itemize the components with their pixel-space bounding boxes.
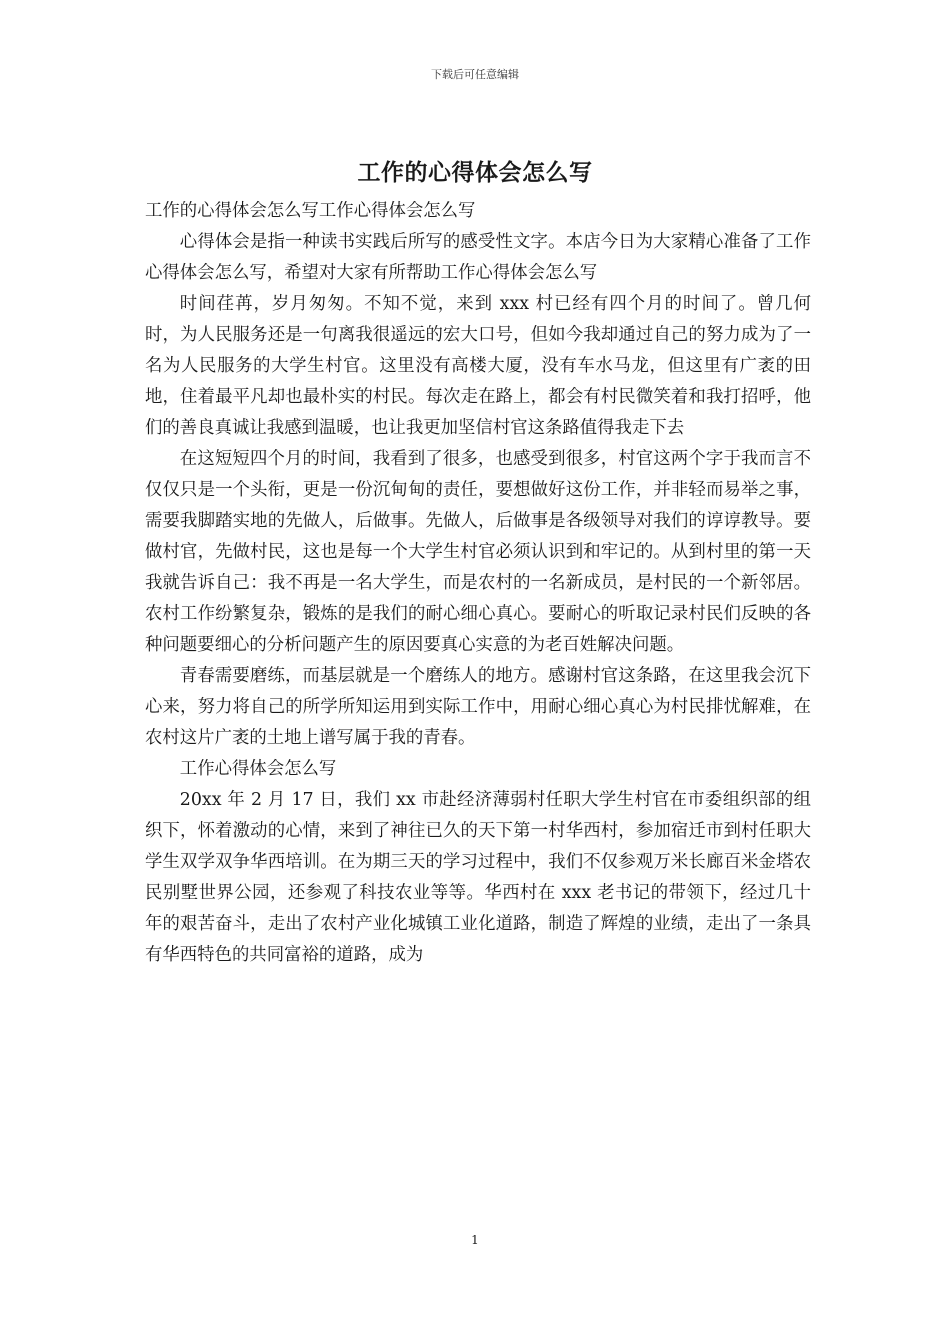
body-paragraph: 心得体会是指一种读书实践后所写的感受性文字。本店今日为大家精心准备了工作心得体会怎么写，希望对大家有所帮助工作心得体会怎么写 xyxy=(145,232,811,283)
body-paragraph: 青春需要磨练，而基层就是一个磨练人的地方。感谢村官这条路，在这里我会沉下心来，努力将自己的所学所知运用到实际工作中，用耐心细心真心为村民排忧解难，在农村这片广袤的土地上谱写属于我的青春。 xyxy=(145,666,811,748)
page-header-note: 下载后可任意编辑 xyxy=(431,68,519,81)
body-paragraph: 在这短短四个月的时间，我看到了很多，也感受到很多，村官这两个字于我而言不仅仅只是一个头衔，更是一份沉甸甸的责任，要想做好这份工作，并非轻而易举之事，需要我脚踏实地的先做人，后做事。先做人，后做事是各级领导对我们的谆谆教导。要做村官，先做村民，这也是每一个大学生村官必须认识到和牢记的。从到村里的第一天我就告诉自己：我不再是一名大学生，而是农村的一名新成员，是村民的一个新邻居。农村工作纷繁复杂，锻炼的是我们的耐心细心真心。要耐心的听取记录村民们反映的各种问题要细心的分析问题产生的原因要真心实意的为老百姓解决问题。 xyxy=(145,449,811,655)
subtitle-paragraph: 工作的心得体会怎么写工作心得体会怎么写 xyxy=(145,201,476,221)
document-title: 工作的心得体会怎么写 xyxy=(357,159,593,186)
page-number: 1 xyxy=(471,1233,479,1247)
body-paragraph: 时间荏苒，岁月匆匆。不知不觉，来到 xxx 村已经有四个月的时间了。曾几何时，为人民服务还是一句离我很遥远的宏大口号，但如今我却通过自己的努力成为了一名为人民服务的大学生村官。这里没有高楼大厦，没有车水马龙，但这里有广袤的田地，住着最平凡却也最朴实的村民。每次走在路上，都会有村民微笑着和我打招呼，他们的善良真诚让我感到温暖，也让我更加坚信村官这条路值得我走下去 xyxy=(145,294,811,438)
section-heading: 工作心得体会怎么写 xyxy=(179,759,337,779)
body-paragraph: 20xx 年 2 月 17 日，我们 xx 市赴经济薄弱村任职大学生村官在市委组织部的组织下，怀着激动的心情，来到了神往已久的天下第一村华西村，参加宿迁市到村任职大学生双学双争华西培训。在为期三天的学习过程中，我们不仅参观万米长廊百米金塔农民别墅世界公园，还参观了科技农业等等。华西村在 xxx 老书记的带领下，经过几十年的艰苦奋斗，走出了农村产业化城镇工业化道路，制造了辉煌的业绩，走出了一条具有华西特色的共同富裕的道路，成为 xyxy=(145,790,811,965)
document-body xyxy=(145,196,811,971)
